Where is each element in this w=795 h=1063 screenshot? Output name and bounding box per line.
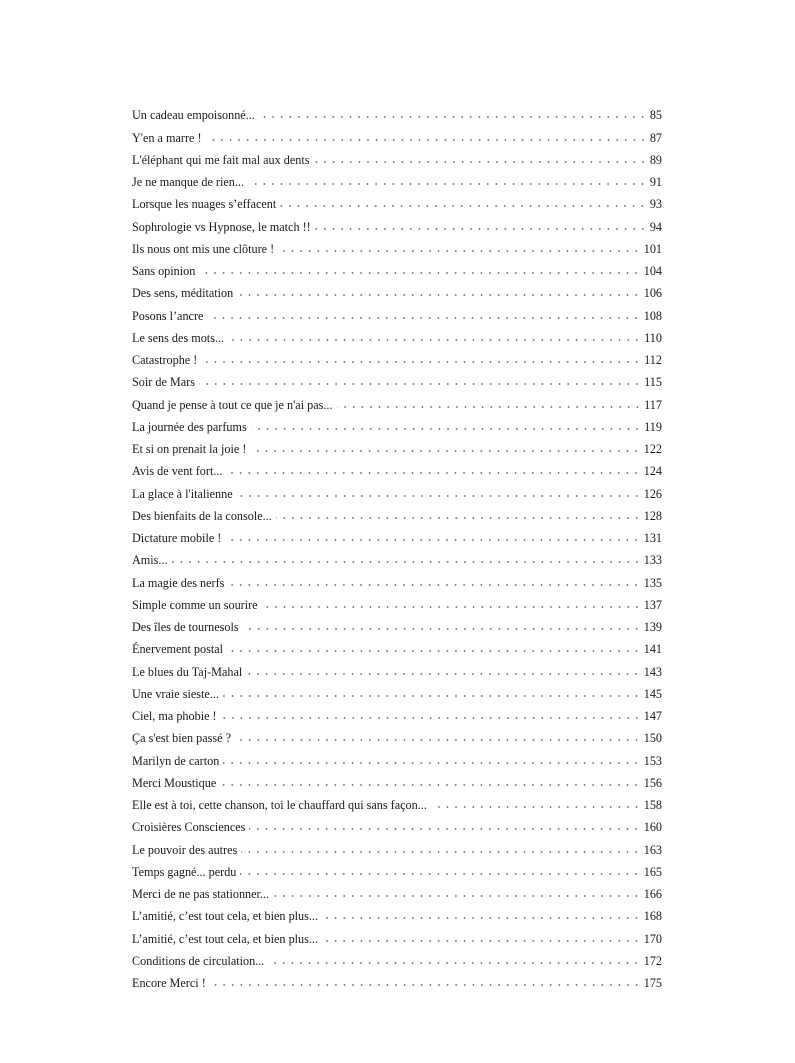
toc-entry-page: 131: [643, 531, 662, 545]
toc-entry: [132, 479, 662, 501]
dot-leader: [201, 360, 641, 364]
toc-entry-title: La journée des parfums: [132, 419, 247, 434]
toc-entry: [132, 902, 662, 924]
toc-entry-page: 158: [643, 798, 662, 812]
dot-leader: [240, 872, 640, 876]
dot-leader: [237, 293, 641, 297]
toc-entry-page: 141: [643, 642, 662, 657]
toc-entry-title: Et si on prenait la joie !: [132, 442, 247, 456]
toc-entry-page: 163: [643, 842, 662, 857]
toc-entry-title: Simple comme un sourire: [132, 597, 258, 612]
dot-leader: [280, 204, 647, 208]
toc-entry: [132, 368, 662, 390]
toc-entry-title: Lorsque les nuages s’effacent: [132, 197, 277, 212]
toc-entry-title: Des sens, méditation: [132, 286, 234, 301]
toc-entry-title: Une vraie sieste...: [132, 686, 219, 701]
toc-entry: [132, 346, 662, 368]
toc-entry-title: Merci de ne pas stationner...: [132, 887, 270, 901]
toc-entry-page: 89: [649, 152, 662, 167]
toc-entry-title: Un cadeau empoisonné...: [132, 108, 255, 123]
toc-entry: [132, 146, 662, 168]
toc-entry: [132, 257, 662, 279]
toc-entry-title: Je ne manque de rien...: [132, 175, 245, 189]
dot-leader: [251, 427, 641, 431]
dot-leader: [241, 850, 640, 854]
toc-entry: [132, 568, 662, 590]
toc-entry: [132, 279, 662, 301]
toc-entry-page: 104: [643, 264, 662, 278]
toc-entry-page: 117: [644, 397, 662, 412]
toc-entry-title: Avis de vent fort...: [132, 464, 223, 479]
toc-entry: [132, 235, 662, 257]
toc-entry-title: La magie des nerfs: [132, 575, 225, 590]
toc-entry: [132, 190, 662, 212]
toc-entry-title: Posons l’ancre: [132, 308, 204, 323]
toc-entry: [132, 435, 662, 457]
dot-leader: [199, 382, 641, 386]
toc-entry-title: Encore Merci !: [132, 976, 206, 990]
toc-entry-title: L’amitié, c’est tout cela, et bien plus...: [132, 909, 319, 924]
dot-leader: [220, 783, 640, 787]
dot-leader: [227, 649, 641, 653]
toc-entry-page: 122: [643, 442, 662, 456]
toc-entry-title: Y'en a marre !: [132, 130, 202, 145]
toc-entry: [132, 546, 662, 568]
toc-entry-page: 94: [649, 219, 662, 234]
dot-leader: [322, 939, 641, 943]
toc-entry-title: Conditions de circulation...: [132, 953, 265, 968]
toc-entry-page: 137: [643, 597, 662, 612]
dot-leader: [276, 516, 641, 520]
toc-entry-title: Énervement postal: [132, 642, 224, 657]
toc-entry: [132, 924, 662, 946]
toc-entry-page: 150: [643, 731, 662, 746]
toc-entry: [132, 858, 662, 880]
toc-entry: [132, 613, 662, 635]
toc-entry-page: 143: [643, 664, 662, 679]
toc-entry-page: 110: [644, 330, 662, 345]
dot-leader: [248, 182, 647, 186]
dot-leader: [322, 916, 641, 920]
toc-entry-page: 115: [644, 375, 662, 390]
toc-entry: [132, 791, 662, 813]
dot-leader: [228, 583, 640, 587]
dot-leader: [262, 605, 641, 609]
toc-entry-title: Soir de Mars: [132, 375, 195, 390]
toc-entry-page: 128: [643, 508, 662, 523]
toc-entry-page: 101: [643, 241, 662, 256]
dot-leader: [249, 827, 640, 831]
toc-entry-page: 175: [643, 976, 662, 990]
toc-entry-title: L’amitié, c’est tout cela, et bien plus...: [132, 931, 319, 946]
toc-entry-page: 165: [643, 864, 662, 879]
dot-leader: [207, 316, 640, 320]
dot-leader: [259, 115, 647, 119]
dot-leader: [206, 138, 647, 142]
toc-entry-page: 147: [643, 709, 662, 723]
toc-entry-page: 160: [643, 820, 662, 835]
toc-entry: [132, 413, 662, 435]
toc-entry-page: 135: [643, 575, 662, 590]
toc-entry-title: Des îles de tournesols: [132, 620, 239, 634]
dot-leader: [223, 694, 641, 698]
toc-entry-title: Dictature mobile !: [132, 531, 222, 545]
toc-entry-title: Sans opinion: [132, 264, 196, 278]
dot-leader: [210, 983, 641, 987]
dot-leader: [315, 227, 647, 231]
toc-entry-page: 108: [643, 308, 662, 323]
dot-leader: [172, 560, 641, 564]
toc-entry-page: 168: [643, 909, 662, 924]
toc-entry: [132, 724, 662, 746]
dot-leader: [431, 805, 641, 809]
toc-entry: [132, 769, 662, 791]
toc-entry-title: Sophrologie vs Hypnose, le match !!: [132, 219, 311, 234]
toc-entry-title: Elle est à toi, cette chanson, toi le chauffard qui sans façon...: [132, 798, 427, 812]
toc-entry: [132, 101, 662, 123]
dot-leader: [337, 405, 642, 409]
toc-entry: [132, 324, 662, 346]
dot-leader: [250, 449, 640, 453]
dot-leader: [225, 538, 640, 542]
toc-entry-title: La glace à l'italienne: [132, 486, 233, 501]
toc-entry-title: Le pouvoir des autres: [132, 842, 238, 857]
toc-entry: [132, 123, 662, 145]
dot-leader: [268, 961, 640, 965]
dot-leader: [235, 738, 641, 742]
toc-entry-title: Le sens des mots...: [132, 330, 225, 345]
toc-entry-title: Croisières Consciences: [132, 820, 246, 835]
toc-entry: [132, 880, 662, 902]
toc-entry-page: 172: [643, 953, 662, 968]
dot-leader: [246, 672, 640, 676]
toc-entry-page: 106: [643, 286, 662, 301]
toc-entry: [132, 947, 662, 969]
dot-leader: [199, 271, 640, 275]
toc-entry: [132, 635, 662, 657]
dot-leader: [226, 471, 640, 475]
toc-entry-title: Catastrophe !: [132, 353, 198, 367]
toc-entry-title: Ils nous ont mis une clôture !: [132, 241, 275, 256]
toc-entry: [132, 591, 662, 613]
dot-leader: [228, 338, 641, 342]
toc-entry: [132, 680, 662, 702]
toc-entry-title: Merci Moustique: [132, 775, 217, 790]
dot-leader: [243, 627, 641, 631]
dot-leader: [221, 716, 641, 720]
dot-leader: [223, 761, 640, 765]
toc-entry: [132, 212, 662, 234]
dot-leader: [278, 249, 641, 253]
toc-entry-page: 93: [649, 197, 662, 212]
toc-entry: [132, 524, 662, 546]
toc-entry-title: Marilyn de carton: [132, 753, 220, 768]
toc-entry-title: Quand je pense à tout ce que je n'ai pas...: [132, 397, 333, 412]
toc-entry-title: L'éléphant qui me fait mal aux dents: [132, 152, 310, 167]
toc-entry-page: 124: [643, 464, 662, 479]
toc-entry-title: Amis...: [132, 553, 168, 568]
toc-entry: [132, 390, 662, 412]
toc-entry-title: Des bienfaits de la console...: [132, 508, 272, 523]
toc-entry-page: 139: [643, 620, 662, 634]
toc-entry-page: 85: [649, 108, 662, 123]
toc-entry: [132, 746, 662, 768]
dot-leader: [314, 160, 647, 164]
toc-entry: [132, 813, 662, 835]
toc-entry-page: 91: [649, 175, 662, 189]
toc-entry-page: 119: [644, 419, 662, 434]
toc-entry: [132, 502, 662, 524]
dot-leader: [273, 894, 641, 898]
toc-entry-page: 133: [643, 553, 662, 568]
toc-entry-title: Temps gagné... perdu: [132, 864, 237, 879]
toc-entry: [132, 702, 662, 724]
toc-entry-title: Le blues du Taj-Mahal: [132, 664, 243, 679]
toc-entry-page: 153: [643, 753, 662, 768]
toc-entry: [132, 301, 662, 323]
toc-entry: [132, 168, 662, 190]
toc-entry-page: 166: [643, 887, 662, 901]
table-of-contents: [132, 101, 662, 991]
toc-entry-title: Ciel, ma phobie !: [132, 709, 217, 723]
toc-entry-title: Ça s'est bien passé ?: [132, 731, 231, 746]
toc-entry: [132, 835, 662, 857]
toc-entry: [132, 457, 662, 479]
toc-entry-page: 156: [643, 775, 662, 790]
toc-entry: [132, 969, 662, 991]
toc-entry-page: 87: [649, 130, 662, 145]
toc-entry-page: 112: [644, 353, 662, 367]
toc-entry-page: 145: [643, 686, 662, 701]
toc-entry-page: 170: [643, 931, 662, 946]
dot-leader: [237, 494, 641, 498]
toc-entry: [132, 657, 662, 679]
toc-entry-page: 126: [643, 486, 662, 501]
